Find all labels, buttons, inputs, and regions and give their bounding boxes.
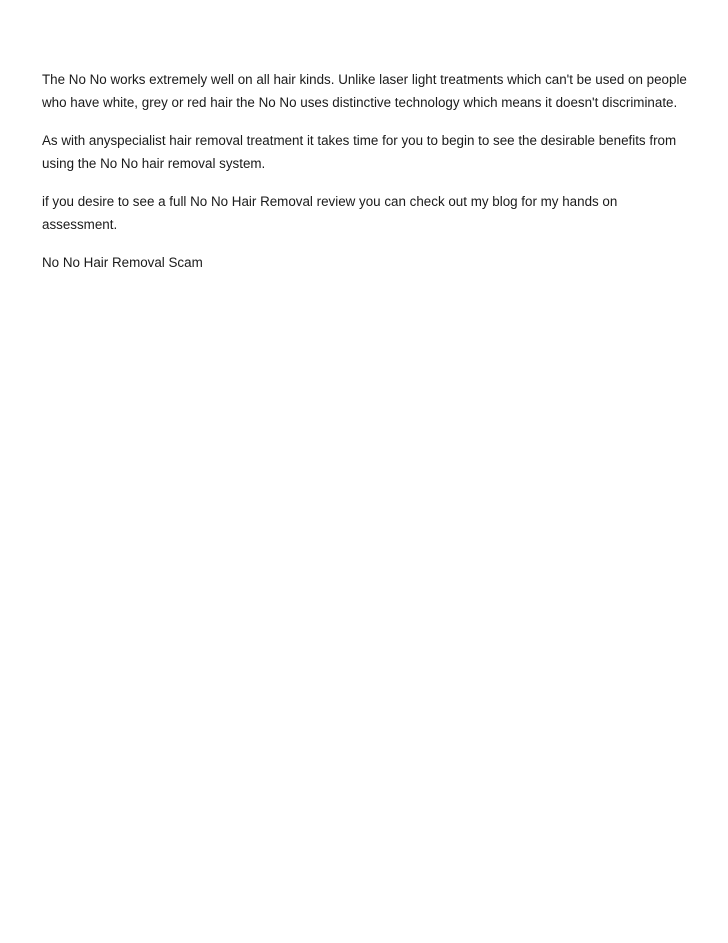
paragraph-review-blog: if you desire to see a full No No Hair Removal review you can check out my blog for my hands on assessment. [42,194,618,232]
paragraph-scam-title: No No Hair Removal Scam [42,255,203,270]
paragraph-hair-types: The No No works extremely well on all hair kinds. Unlike laser light treatments which can't be used on people who have white, grey or red hair the No No uses distinctive technology which means it doesn't discriminate. [42,72,687,110]
document-body [42,68,690,289]
paragraph-results-time: As with anyspecialist hair removal treatment it takes time for you to begin to see the desirable benefits from using the No No hair removal system. [42,133,677,171]
